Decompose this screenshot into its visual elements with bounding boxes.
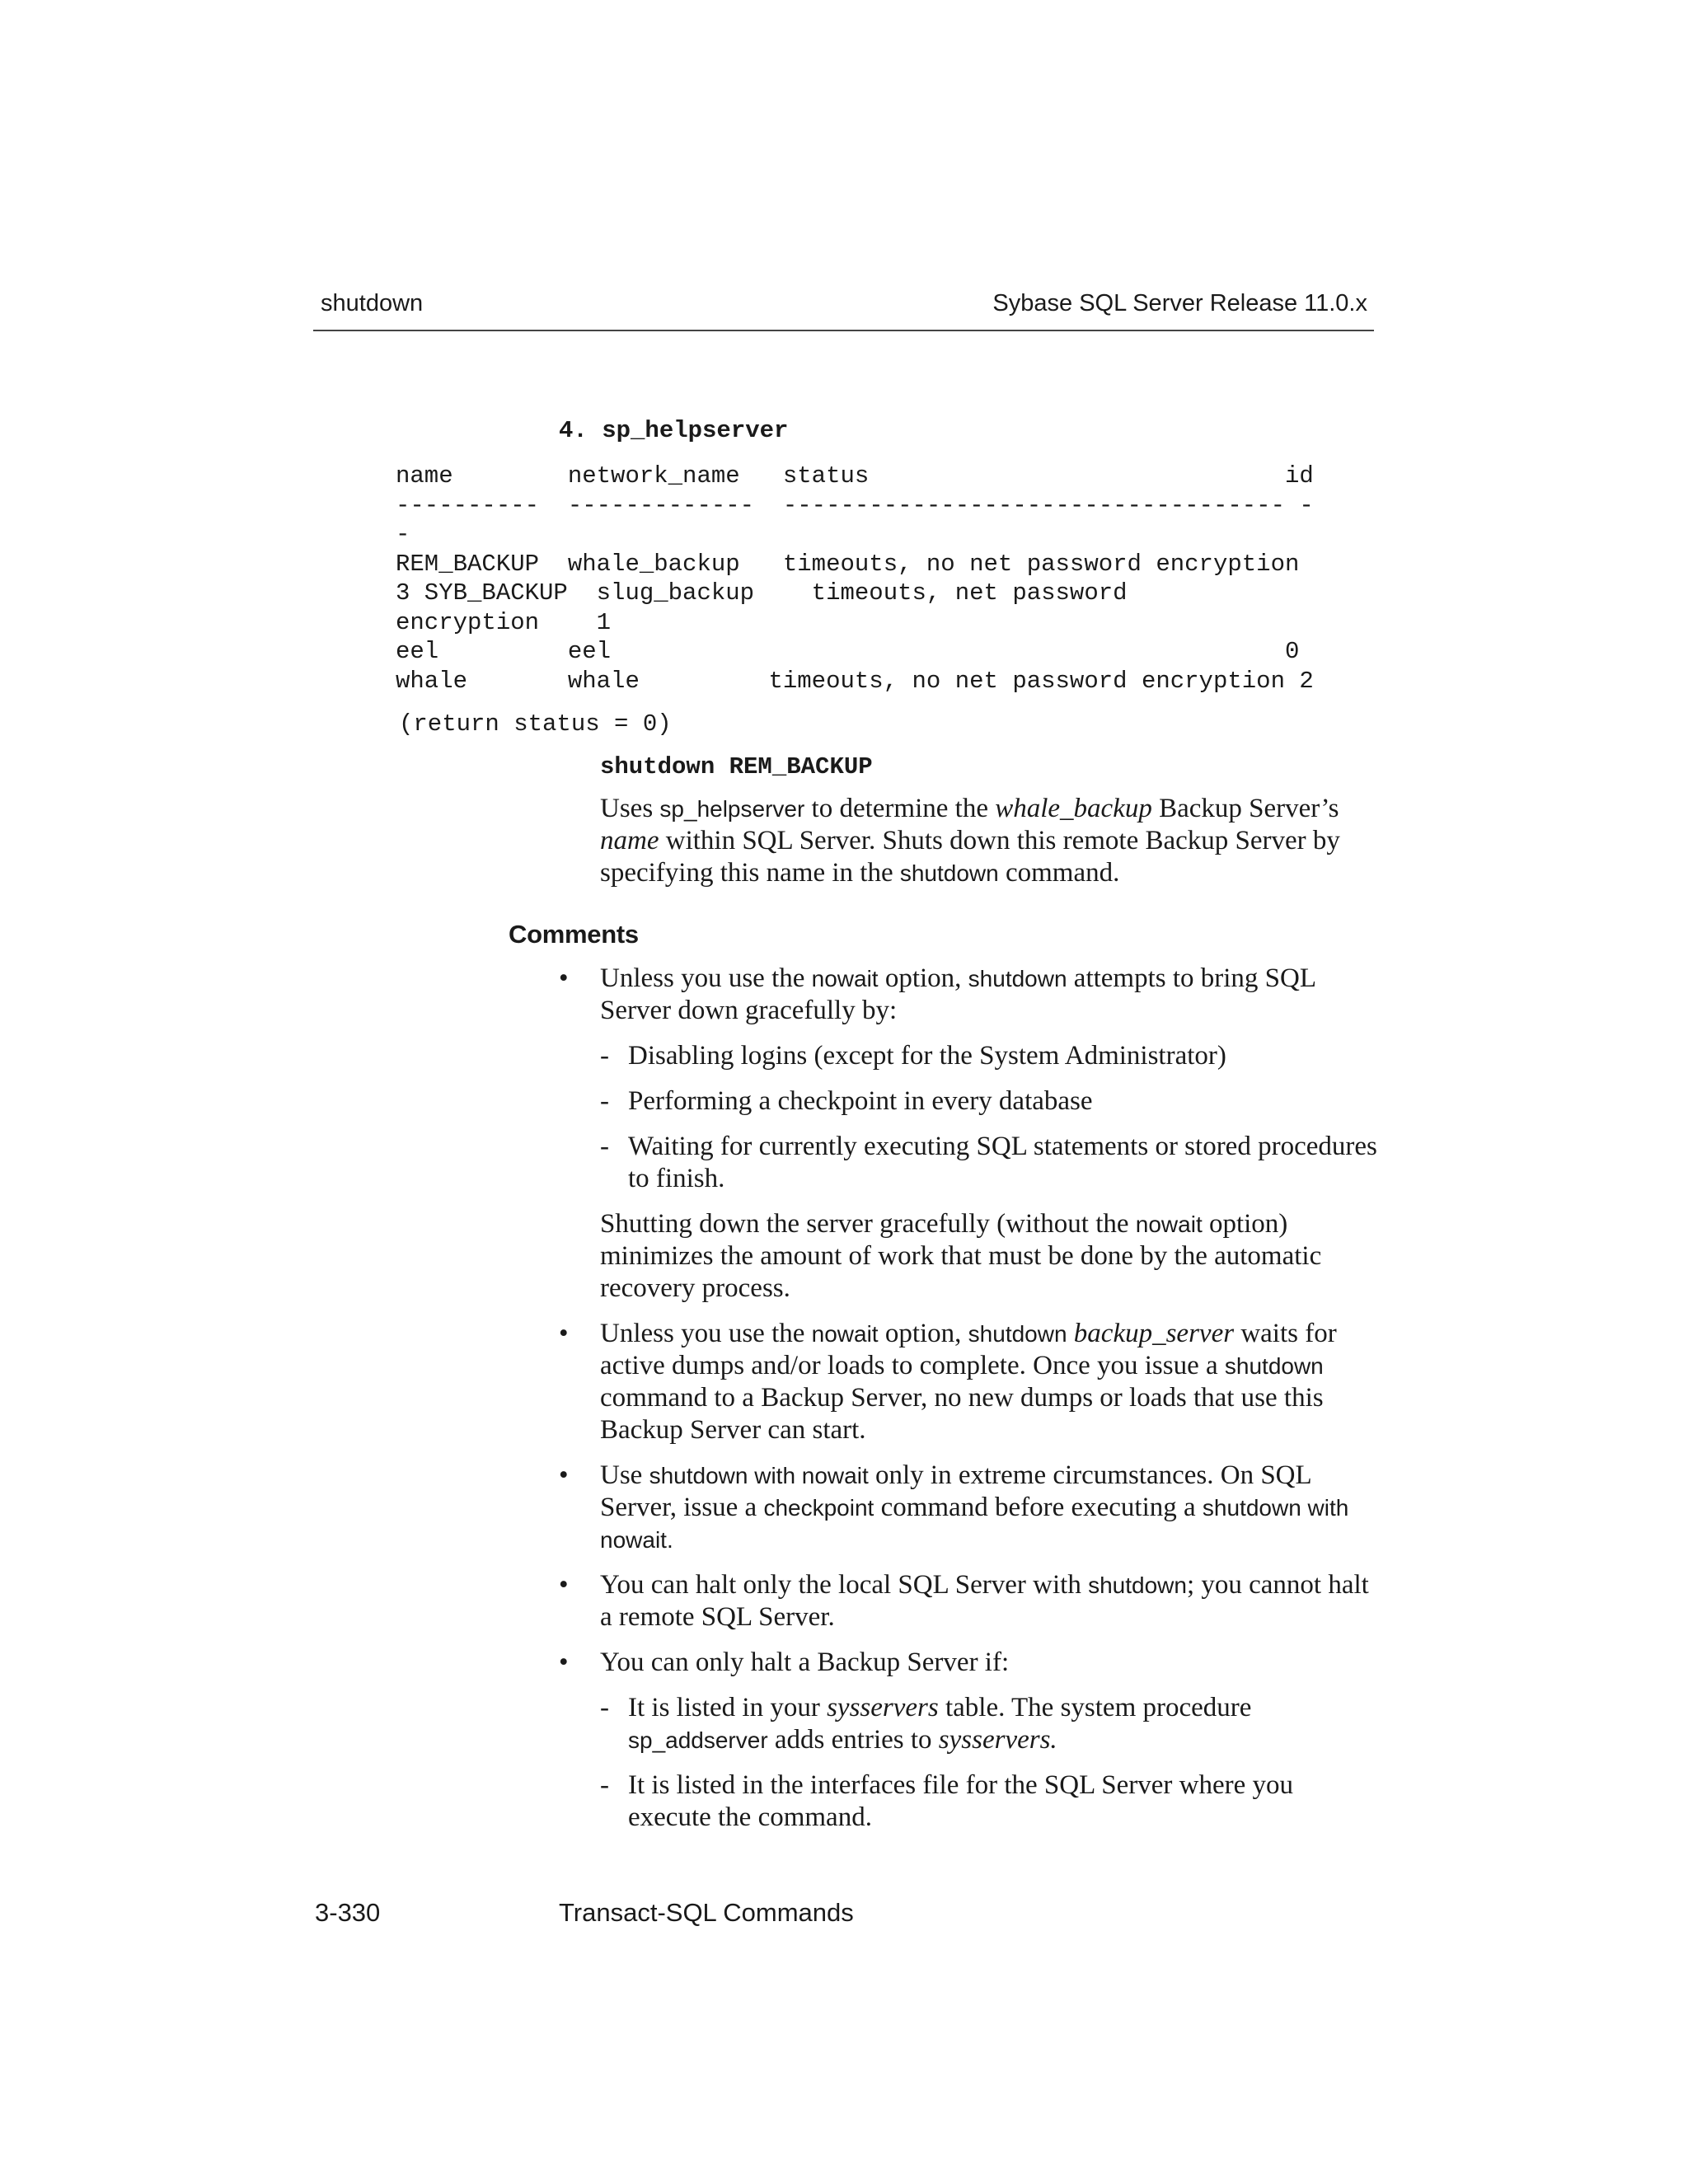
code-term: shutdown with nowait [649, 1463, 869, 1488]
italic-term: sysservers. [938, 1725, 1057, 1755]
text: . [666, 1527, 673, 1553]
text: waits for active dumps and/or loads to complete. Once you issue a [600, 1319, 1337, 1380]
footer-title: Transact-SQL Commands [559, 1898, 854, 1927]
sub-list-item [600, 1040, 1383, 1072]
text: It is listed in your [628, 1693, 828, 1722]
output-line: 3 SYB_BACKUP slug_backup timeouts, net password [396, 579, 1128, 607]
italic-term: whale_backup [995, 794, 1152, 823]
text: Unless you use the [600, 963, 812, 993]
code-term: shutdown [1088, 1572, 1187, 1598]
sp-helpserver-output [396, 462, 1314, 696]
dash-icon: - [600, 1693, 609, 1722]
text: option, [878, 1319, 968, 1348]
list-item [559, 1318, 1383, 1446]
text: Performing a checkpoint in every database [628, 1086, 1093, 1116]
list-item [559, 1460, 1383, 1556]
bullet-icon: • [559, 963, 569, 993]
text: Shutting down the server gracefully (without the [600, 1209, 1136, 1239]
code-term: shutdown [1224, 1353, 1324, 1379]
code-term: shutdown with nowait [600, 1495, 1349, 1553]
text: You can halt only the local SQL Server with [600, 1570, 1089, 1600]
dash-icon: - [600, 1770, 609, 1800]
output-line: - [396, 521, 410, 548]
text: within SQL Server. Shuts down this remote Backup Server by specifying this name in the [600, 826, 1340, 888]
dash-icon: - [600, 1041, 609, 1071]
output-line: whale whale timeouts, no net password encryption 2 [396, 667, 1314, 695]
dash-icon: - [600, 1086, 609, 1116]
code-term: shutdown [899, 860, 999, 886]
code-term: shutdown [968, 1321, 1067, 1347]
code-term: nowait [1135, 1212, 1203, 1237]
output-line: eel eel 0 [396, 638, 1300, 665]
text: command to a Backup Server, no new dumps or loads that use this Backup Server can start. [600, 1383, 1324, 1445]
code-term: sp_addserver [628, 1727, 768, 1753]
text: It is listed in the interfaces file for the SQL Server where you execute the command. [628, 1770, 1294, 1832]
header-rule [313, 330, 1374, 331]
text: only in extreme circumstances. On SQL Server, issue a [600, 1460, 1311, 1522]
italic-term: sysservers [827, 1693, 939, 1722]
text: adds entries to [767, 1725, 939, 1755]
running-header-left: shutdown [321, 290, 424, 316]
running-header-right: Sybase SQL Server Release 11.0.x [992, 290, 1367, 316]
italic-term: backup_server [1073, 1319, 1235, 1348]
bullet-icon: • [559, 1319, 569, 1348]
example-command: shutdown REM_BACKUP [600, 753, 873, 780]
paragraph [600, 1208, 1383, 1305]
output-line: ---------- ------------- ----------------------------------- - [396, 491, 1314, 519]
text: Backup Server’s [1151, 794, 1339, 823]
text: You can only halt a Backup Server if: [600, 1647, 1010, 1677]
sub-list-item [600, 1692, 1383, 1756]
comments-list [559, 963, 1383, 1847]
text: Waiting for currently executing SQL statements or stored procedures to finish. [628, 1132, 1377, 1193]
list-item [559, 1647, 1383, 1834]
dash-icon: - [600, 1132, 609, 1161]
code-term: nowait [811, 966, 879, 991]
code-term: sp_helpserver [659, 796, 805, 822]
italic-term: name [600, 826, 659, 855]
code-term: shutdown [968, 966, 1067, 991]
output-line: REM_BACKUP whale_backup timeouts, no net password encryption [396, 550, 1300, 578]
text: Disabling logins (except for the System Administrator) [628, 1041, 1226, 1071]
text: to determine the [804, 794, 996, 823]
text: attempts to bring SQL Server down gracefully by: [600, 963, 1315, 1025]
text: option, [878, 963, 968, 993]
text: Use [600, 1460, 649, 1490]
text: Uses [600, 794, 660, 823]
list-item [559, 963, 1383, 1305]
text: ; you cannot halt a remote SQL Server. [600, 1570, 1369, 1632]
sub-list-item [600, 1085, 1383, 1118]
example-explanation [600, 793, 1379, 889]
list-item [559, 1569, 1383, 1633]
output-line: encryption 1 [396, 608, 612, 636]
text: command. [998, 858, 1120, 888]
sub-list-item [600, 1131, 1383, 1195]
example-heading: 4. sp_helpserver [559, 417, 789, 444]
comments-heading: Comments [509, 920, 639, 949]
text: Unless you use the [600, 1319, 812, 1348]
page-number: 3-330 [315, 1898, 381, 1927]
code-term: checkpoint [763, 1495, 874, 1521]
return-status: (return status = 0) [399, 710, 672, 738]
text: table. The system procedure [938, 1693, 1252, 1722]
bullet-icon: • [559, 1460, 569, 1490]
text: option) minimizes the amount of work that must be done by the automatic recovery process. [600, 1209, 1322, 1303]
bullet-icon: • [559, 1647, 569, 1677]
code-term: nowait [811, 1321, 879, 1347]
sub-list-item [600, 1769, 1383, 1834]
output-line: name network_name status id [396, 462, 1314, 490]
text: command before executing a [874, 1493, 1203, 1522]
bullet-icon: • [559, 1570, 569, 1600]
